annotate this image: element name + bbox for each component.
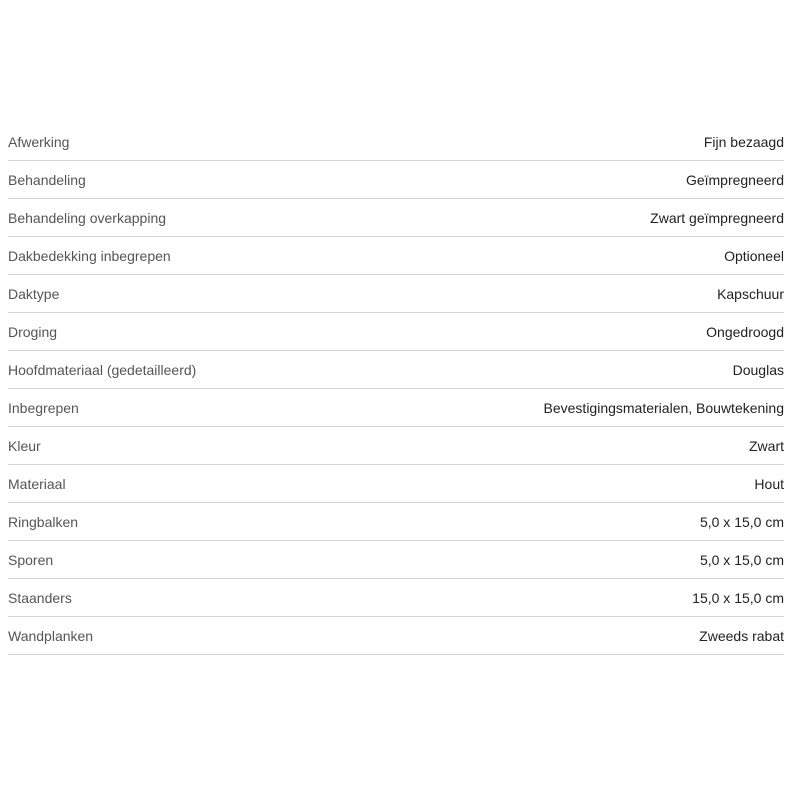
spec-value: 15,0 x 15,0 cm [692, 589, 784, 606]
spec-row-droging [8, 313, 784, 351]
spec-value: 5,0 x 15,0 cm [699, 551, 784, 568]
spec-row-behandeling-overkapping [8, 199, 784, 237]
spec-label: Ringbalken [8, 513, 79, 530]
spec-row-dakbedekking-inbegrepen [8, 237, 784, 275]
spec-value: Zwart [749, 437, 784, 454]
spec-row-staanders [8, 579, 784, 617]
spec-row-materiaal [8, 465, 784, 503]
spec-label: Daktype [8, 285, 60, 302]
spec-row-hoofdmateriaal [8, 351, 784, 389]
spec-label: Kleur [8, 437, 41, 454]
spec-row-daktype [8, 275, 784, 313]
spec-value: Ongedroogd [706, 323, 784, 340]
spec-label: Staanders [8, 589, 72, 606]
spec-value: Fijn bezaagd [703, 133, 784, 150]
spec-label: Dakbedekking inbegrepen [8, 247, 171, 264]
spec-label: Afwerking [8, 133, 70, 150]
spec-row-afwerking [8, 123, 784, 161]
spec-label: Materiaal [8, 475, 66, 492]
specifications-table [8, 123, 784, 655]
spec-value: Kapschuur [717, 285, 784, 302]
spec-value: Zwart geïmpregneerd [650, 209, 784, 226]
spec-row-ringbalken [8, 503, 784, 541]
spec-row-behandeling [8, 161, 784, 199]
spec-label: Sporen [8, 551, 54, 568]
spec-label: Behandeling overkapping [8, 209, 167, 226]
spec-label: Droging [8, 323, 58, 340]
spec-label: Inbegrepen [8, 399, 79, 416]
spec-value: Hout [754, 475, 784, 492]
spec-row-wandplanken [8, 617, 784, 655]
spec-value: Douglas [732, 361, 784, 378]
spec-value: Geïmpregneerd [685, 171, 784, 188]
spec-value: Bevestigingsmaterialen, Bouwtekening [543, 399, 784, 416]
spec-label: Hoofdmateriaal (gedetailleerd) [8, 361, 197, 378]
spec-row-sporen [8, 541, 784, 579]
spec-value: 5,0 x 15,0 cm [699, 513, 784, 530]
spec-row-kleur [8, 427, 784, 465]
spec-label: Wandplanken [8, 627, 94, 644]
spec-value: Zweeds rabat [699, 627, 784, 644]
spec-row-inbegrepen [8, 389, 784, 427]
spec-value: Optioneel [724, 247, 784, 264]
spec-label: Behandeling [8, 171, 86, 188]
